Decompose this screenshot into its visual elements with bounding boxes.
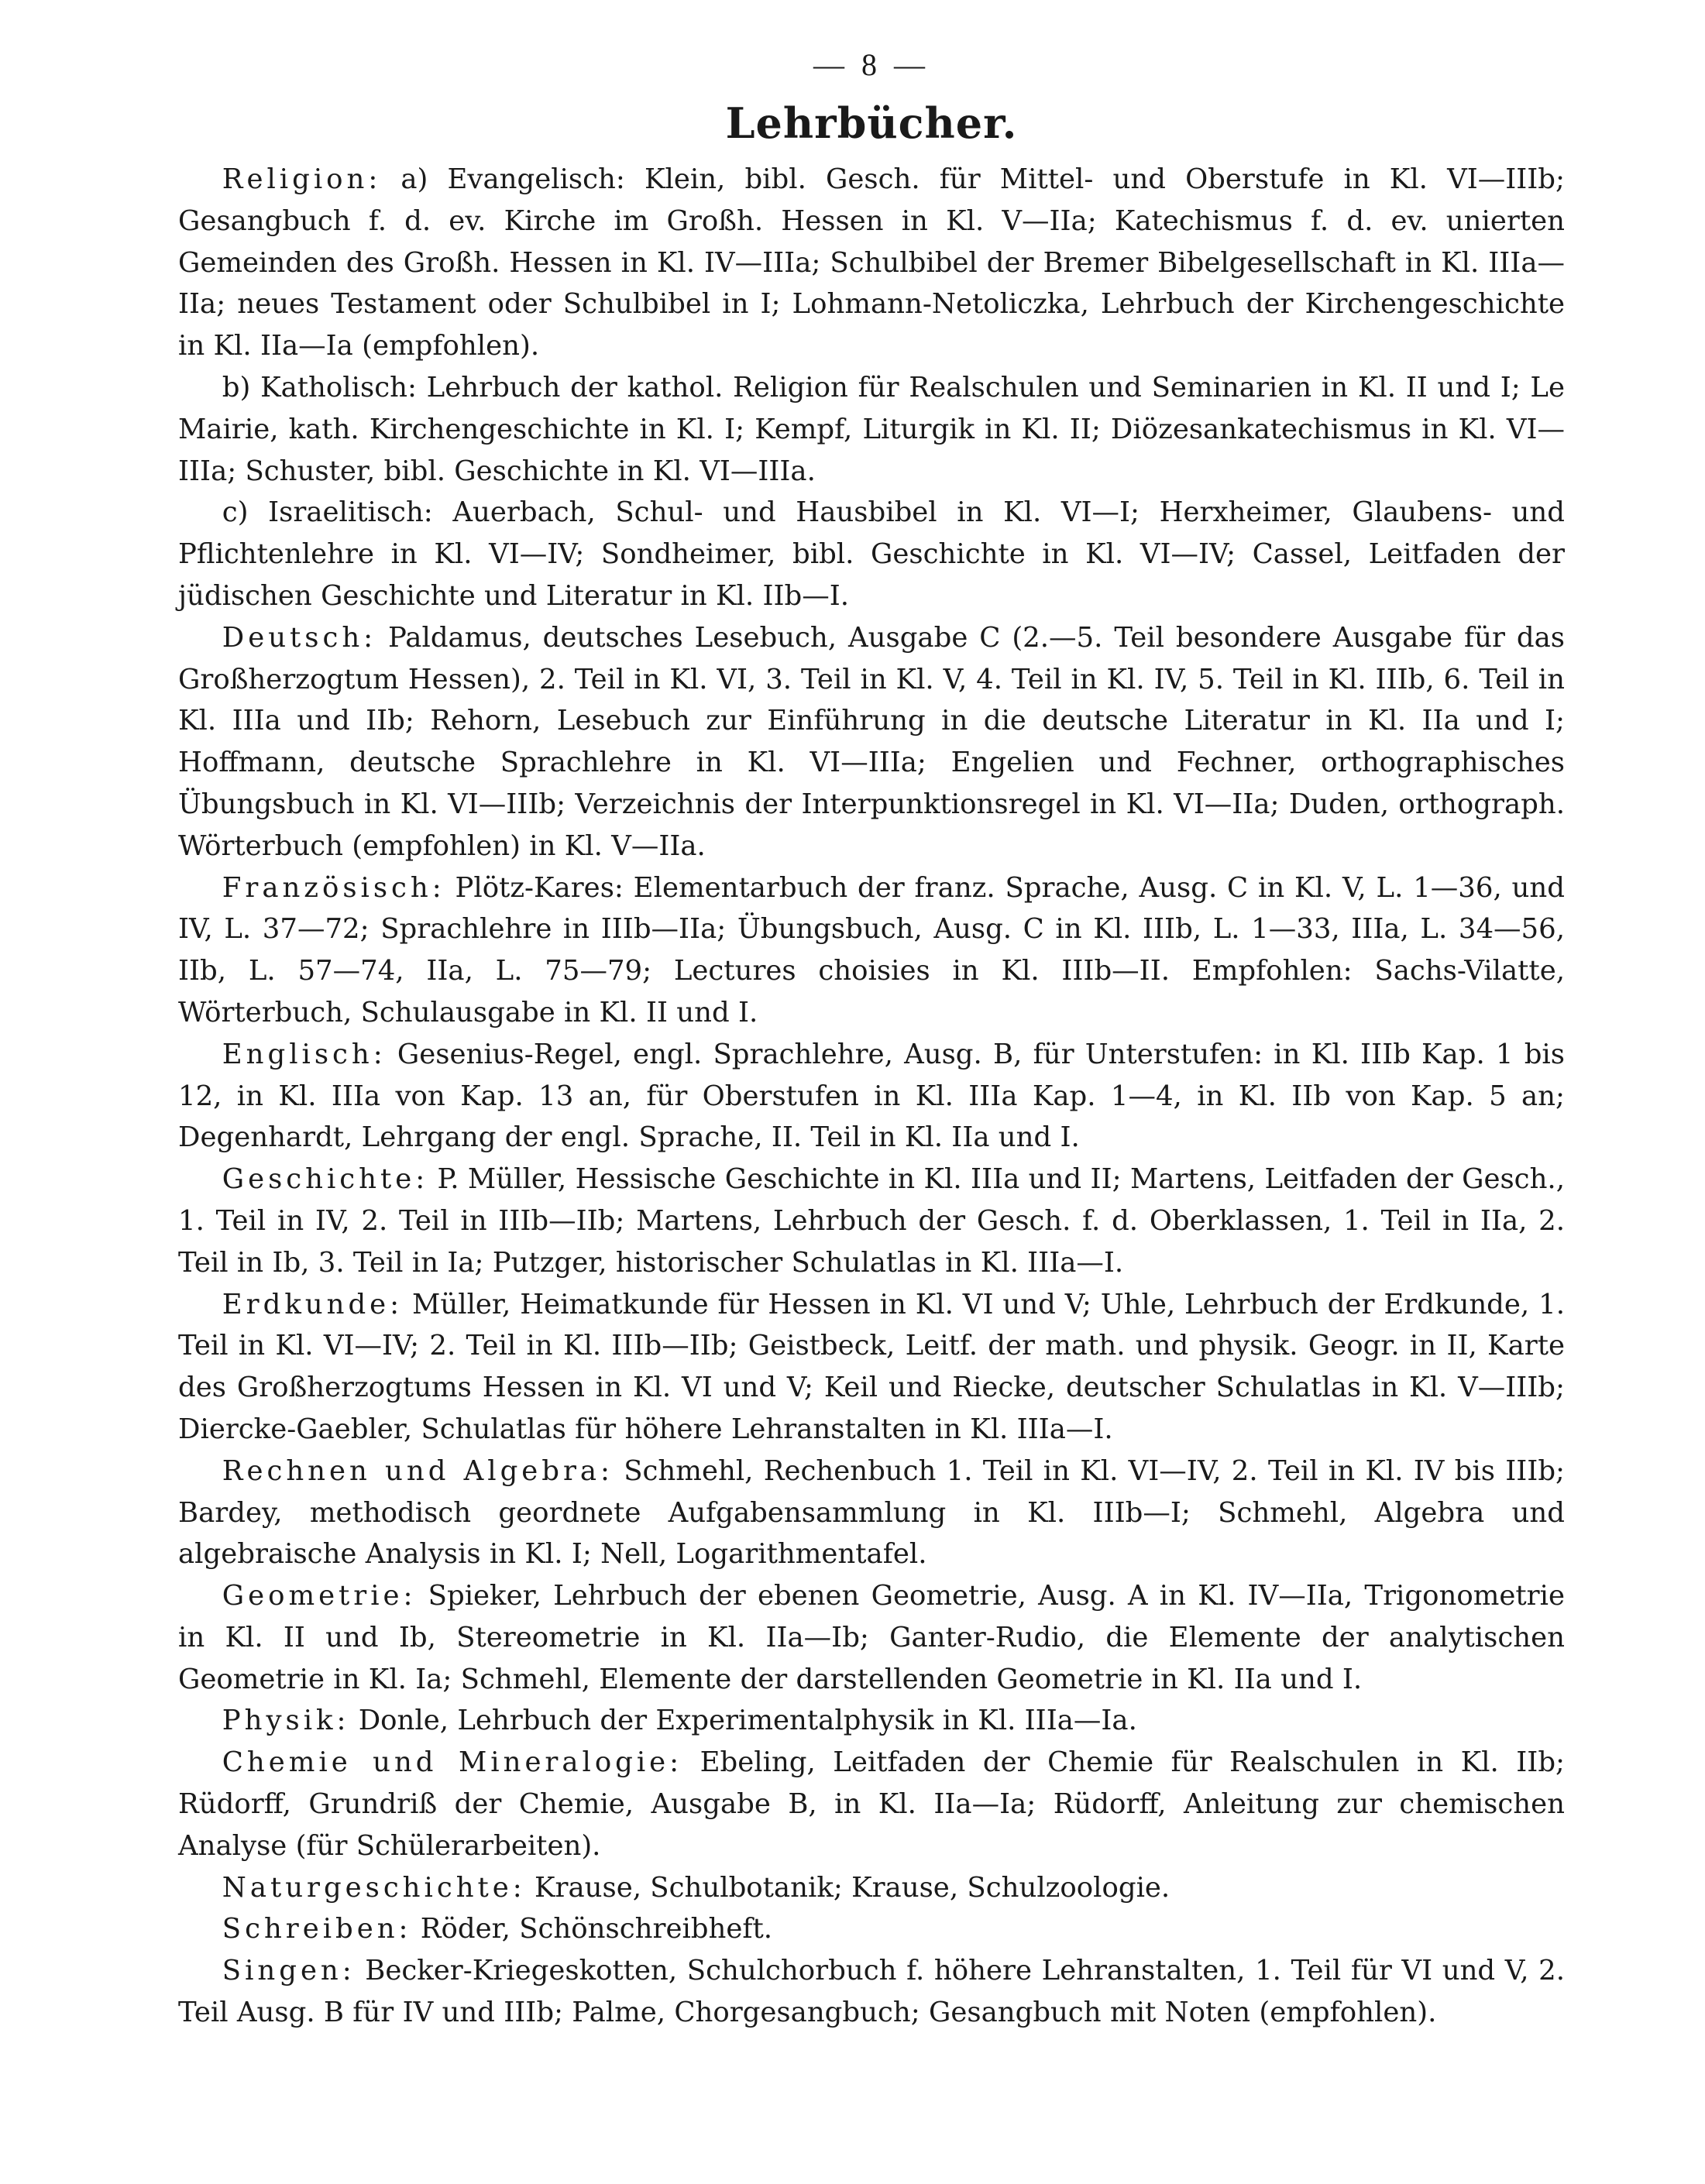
entry-text: Ebeling, Leitfaden der Chemie für Realschulen in Kl. IIb; Rüdorff, Grundriß der Chemie, Ausgabe B, in Kl. IIa—Ia; Rüdorff, Anleitung zur chemischen Analyse (für Schülerarbeiten).: [178, 1746, 1566, 1862]
entry-rechnen-algebra: [178, 1451, 1565, 1575]
entry-naturgeschichte: [178, 1867, 1565, 1909]
entry-schreiben: [178, 1908, 1565, 1950]
entry-physik: [178, 1700, 1565, 1742]
page-title: Lehrbücher.: [725, 98, 1018, 148]
entry-text: Plötz-Kares: Elementarbuch der franz. Sprache, Ausg. C in Kl. V, L. 1—36, und IV, L. 37—72; Sprachlehre in IIIb—IIa; Übungsbuch, Ausg. C in Kl. IIIb, L. 1—33, IIIa, L. 34—56, IIb, L. 57—74, IIa, L. 75—79; Lectures choisies in Kl. IIIb—II. Empfohlen: Sachs-Vilatte, Wörterbuch, Schulausgabe in Kl. II und I.: [178, 871, 1565, 1028]
subject-label: Religion:: [222, 163, 382, 195]
entry-text: Müller, Heimatkunde für Hessen in Kl. VI und V; Uhle, Lehrbuch der Erdkunde, 1. Teil in Kl. VI—IV; 2. Teil in Kl. IIIb—IIb; Geistbeck, Leitf. der math. und physik. Geogr. in II, Karte des Großherzogtums Hessen in Kl. VI und V; Keil und Riecke, deutscher Schulatlas in Kl. V—IIIb; Diercke-Gaebler, Schulatlas für höhere Lehranstalten in Kl. IIIa—I.: [178, 1288, 1565, 1445]
entry-text: Becker-Kriegeskotten, Schulchorbuch f. höhere Lehranstalten, 1. Teil für VI und V, 2. Teil Ausg. B für IV und IIIb; Palme, Chorgesangbuch; Gesangbuch mit Noten (empfohlen).: [178, 1955, 1565, 2029]
entry-religion-catholic: [178, 367, 1565, 492]
entry-text: Schmehl, Rechenbuch 1. Teil in Kl. VI—IV, 2. Teil in Kl. IV bis IIIb; Bardey, methodisch geordnete Aufgabensammlung in Kl. IIIb—I; Schmehl, Algebra und algebraische Analysis in Kl. I; Nell, Logarithmentafel.: [178, 1454, 1565, 1571]
subject-label: Deutsch:: [222, 621, 377, 654]
entry-text: Gesenius-Regel, engl. Sprachlehre, Ausg. B, für Unterstufen: in Kl. IIIb Kap. 1 bis 12, in Kl. IIIa von Kap. 13 an, für Oberstufen in Kl. IIIa Kap. 1—4, in Kl. IIb von Kap. 5 an; Degenhardt, Lehrgang der engl. Sprache, II. Teil in Kl. IIa und I.: [178, 1038, 1565, 1154]
entry-text: Krause, Schulbotanik; Krause, Schulzoologie.: [525, 1871, 1170, 1904]
subject-label: Singen:: [222, 1955, 356, 1987]
entry-religion: [178, 159, 1565, 367]
subject-label: Schreiben:: [222, 1913, 412, 1945]
entry-franzoesisch: [178, 867, 1565, 1034]
subject-label: Geschichte:: [222, 1163, 429, 1196]
subject-label: Physik:: [222, 1705, 350, 1737]
entry-text: Röder, Schönschreibheft.: [411, 1913, 773, 1945]
entry-text: Spieker, Lehrbuch der ebenen Geometrie, Ausg. A in Kl. IV—IIa, Trigonometrie in Kl. II und Ib, Stereometrie in Kl. IIa—Ib; Ganter-Rudio, die Elemente der analytischen Geometrie in Kl. Ia; Schmehl, Elemente der darstellenden Geometrie in Kl. IIa und I.: [178, 1580, 1565, 1695]
entry-text: b) Katholisch: Lehrbuch der kathol. Religion für Realschulen und Seminarien in Kl. II und I; Le Mairie, kath. Kirchengeschichte in Kl. I; Kempf, Liturgik in Kl. II; Diözesankatechismus in Kl. VI—IIIa; Schuster, bibl. Geschichte in Kl. VI—IIIa.: [178, 371, 1565, 487]
entry-englisch: [178, 1034, 1565, 1159]
page-number: — 8 —: [813, 47, 930, 82]
subject-label: Chemie und Mineralogie:: [222, 1746, 683, 1779]
subject-label: Englisch:: [222, 1038, 387, 1070]
entry-text: Paldamus, deutsches Lesebuch, Ausgabe C (2.—5. Teil besondere Ausgabe für das Großherzogtum Hessen), 2. Teil in Kl. VI, 3. Teil in Kl. V, 4. Teil in Kl. IV, 5. Teil in Kl. IIIb, 6. Teil in Kl. IIIa und IIb; Rehorn, Lesebuch zur Einführung in die deutsche Literatur in Kl. IIa und I; Hoffmann, deutsche Sprachlehre in Kl. VI—IIIa; Engelien und Fechner, orthographisches Übungsbuch in Kl. VI—IIIb; Verzeichnis der Interpunktionsregel in Kl. VI—IIa; Duden, orthograph. Wörterbuch (empfohlen) in Kl. V—IIa.: [178, 621, 1565, 862]
document-page: [178, 46, 1565, 2034]
entry-chemie-mineralogie: [178, 1742, 1565, 1866]
entry-text: Donle, Lehrbuch der Experimentalphysik in Kl. IIIa—Ia.: [349, 1705, 1137, 1737]
entry-erdkunde: [178, 1284, 1565, 1451]
subject-label: Rechnen und Algebra:: [222, 1454, 614, 1487]
subject-label: Erdkunde:: [222, 1288, 404, 1320]
entry-text: c) Israelitisch: Auerbach, Schul- und Hausbibel in Kl. VI—I; Herxheimer, Glaubens- und Pflichtenlehre in Kl. VI—IV; Sondheimer, bibl. Geschichte in Kl. VI—IV; Cassel, Leitfaden der jüdischen Geschichte und Literatur in Kl. IIb—I.: [178, 496, 1565, 612]
entry-text: a) Evangelisch: Klein, bibl. Gesch. für Mittel- und Oberstufe in Kl. VI—IIIb; Gesangbuch f. d. ev. Kirche im Großh. Hessen in Kl. V—IIa; Katechismus f. d. ev. unierten Gemeinden des Großh. Hessen in Kl. IV—IIIa; Schulbibel der Bremer Bibelgesellschaft in Kl. IIIa—IIa; neues Testament oder Schulbibel in I; Lohmann-Netoliczka, Lehrbuch der Kirchengeschichte in Kl. IIa—Ia (empfohlen).: [178, 163, 1565, 362]
subject-label: Geometrie:: [222, 1580, 417, 1612]
entry-geometrie: [178, 1575, 1565, 1700]
entry-deutsch: [178, 617, 1565, 867]
entry-text: P. Müller, Hessische Geschichte in Kl. IIIa und II; Martens, Leitfaden der Gesch., 1. Teil in IV, 2. Teil in IIIb—IIb; Martens, Lehrbuch der Gesch. f. d. Oberklassen, 1. Teil in IIa, 2. Teil in Ib, 3. Teil in Ia; Putzger, historischer Schulatlas in Kl. IIIa—I.: [178, 1163, 1565, 1279]
subject-label: Naturgeschichte:: [222, 1871, 526, 1904]
subject-label: Französisch:: [222, 871, 445, 904]
entry-religion-israelite: [178, 492, 1565, 616]
entry-singen: [178, 1950, 1565, 2034]
entry-geschichte: [178, 1159, 1565, 1283]
